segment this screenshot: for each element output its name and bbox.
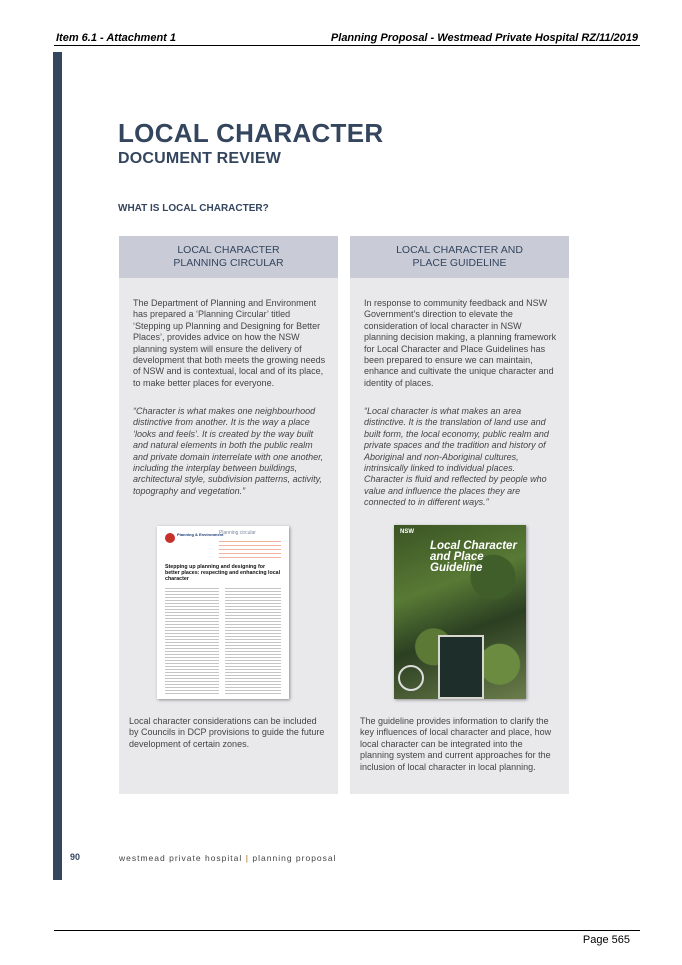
panel-quote: “Character is what makes one neighbourhood distinctive from another. It is the way a place ‘looks and feels’. It is created by the way built and natural elements in both the public realm and private domain interrelate with one another, including the interplay between buildings, architectural style, subdivision patterns, activity, topography and vegetation.” bbox=[133, 406, 324, 496]
panel-body-text: In response to community feedback and NSW Government’s direction to elevate the consideration of local character in NSW planning decision making, a planning framework for Local Character and Place Guidelines has been prepared to ensure we can maintain, enhance and cultivate the unique character and identity of places. bbox=[364, 298, 557, 388]
panel-planning-circular bbox=[119, 236, 338, 794]
footer-publication bbox=[119, 853, 337, 863]
panel-heading-line1: LOCAL CHARACTER bbox=[177, 244, 280, 256]
footer-separator: | bbox=[245, 853, 250, 863]
cover-door-shape bbox=[438, 635, 484, 699]
thumbnail-text-column-left bbox=[165, 586, 219, 694]
panel-heading-line1: LOCAL CHARACTER AND bbox=[396, 244, 523, 256]
cover-title: Local Character and Place Guideline bbox=[430, 540, 517, 574]
thumbnail-text-column-right bbox=[225, 586, 281, 694]
cover-nsw-logo: NSW bbox=[400, 529, 414, 535]
panel-heading-line2: PLANNING CIRCULAR bbox=[173, 257, 284, 269]
page-title: LOCAL CHARACTER bbox=[118, 118, 384, 148]
section-heading: WHAT IS LOCAL CHARACTER? bbox=[118, 203, 269, 214]
page-number: 90 bbox=[70, 852, 81, 862]
header-rule bbox=[54, 45, 640, 46]
thumbnail-doc-type: Planning circular bbox=[219, 530, 256, 536]
planning-circular-thumbnail bbox=[157, 526, 289, 699]
panel-body-text: The Department of Planning and Environment has prepared a ‘Planning Circular’ titled ‘Stepping up Planning and Designing for Better Places’, provides advice on how the NSW planning system will ensure the delivery of development that both meets the growing needs of NSW and is contextual, local and of its place, to make better places for everyone. bbox=[133, 298, 326, 388]
footer-rule bbox=[54, 930, 640, 931]
page-subtitle: DOCUMENT REVIEW bbox=[118, 150, 281, 167]
panel-heading bbox=[119, 236, 338, 278]
cover-bicycle-wheel bbox=[398, 665, 424, 691]
thumbnail-logo-text: Planning & Environment bbox=[177, 532, 224, 537]
thumbnail-heading: Stepping up planning and designing for better places: respecting and enhancing local character bbox=[165, 564, 281, 582]
panel-heading bbox=[350, 236, 569, 278]
header-attachment-label: Item 6.1 - Attachment 1 bbox=[56, 32, 177, 44]
page-label: Page 565 bbox=[582, 934, 630, 946]
panel-quote: “Local character is what makes an area distinctive. It is the translation of land use and built form, the local economy, public realm and private spaces and the tradition and history of Aboriginal and non-Aboriginal cultures, intrinsically linked to individual places. Character is fluid and reflected by people who value and influence the places they are connected to in different ways.” bbox=[364, 406, 549, 508]
panel-heading-line2: PLACE GUIDELINE bbox=[412, 257, 507, 269]
footer-part1: westmead private hospital bbox=[119, 853, 243, 863]
header-document-title: Planning Proposal - Westmead Private Hospital RZ/11/2019 bbox=[330, 32, 638, 44]
panel-caption: Local character considerations can be included by Councils in DCP provisions to guide the future development of certain zones. bbox=[129, 716, 325, 749]
side-accent-bar bbox=[53, 52, 62, 880]
nsw-logo-icon bbox=[165, 533, 175, 543]
thumbnail-info-table bbox=[219, 538, 281, 560]
panel-place-guideline bbox=[350, 236, 569, 794]
guideline-cover-thumbnail bbox=[394, 525, 526, 699]
footer-part2: planning proposal bbox=[252, 853, 337, 863]
panel-caption: The guideline provides information to clarify the key influences of local character and place, how local character can be integrated into the planning system and current approaches for the inclusion of local character in local planning. bbox=[360, 716, 552, 772]
